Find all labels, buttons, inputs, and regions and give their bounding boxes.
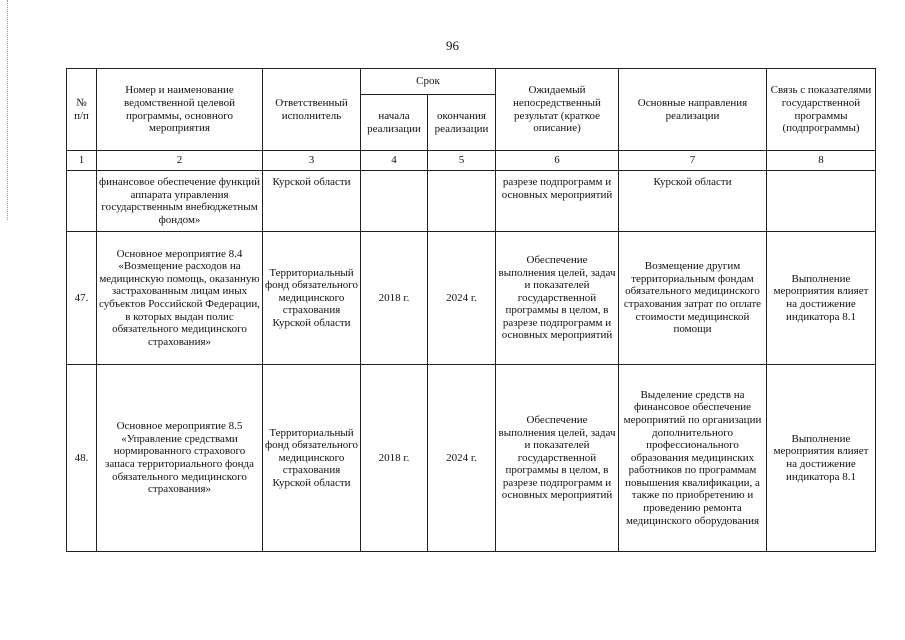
column-numbers-row	[67, 151, 876, 171]
column-number: 6	[496, 151, 619, 171]
row-end: 2024 г.	[428, 365, 496, 552]
row-name: финансовое обеспечение функций аппарата управления государственным внебюджетным фондом»	[97, 171, 263, 232]
row-responsible: Территориальный фонд обязательного медицинского страхования Курской области	[263, 365, 361, 552]
column-number: 1	[67, 151, 97, 171]
header-col-term: Срок	[361, 69, 496, 95]
table-row	[67, 365, 876, 552]
row-start: 2018 г.	[361, 365, 428, 552]
row-num: 48.	[67, 365, 97, 552]
row-link: Выполнение мероприятия влияет на достижение индикатора 8.1	[767, 365, 876, 552]
row-directions: Выделение средств на финансовое обеспечение мероприятий по организации дополнительного профессионального образования медицинских работников по программам повышения квалификации, а также по приобретению и проведению ремонта медицинского оборудования	[619, 365, 767, 552]
row-name: Основное мероприятие 8.5 «Управление средствами нормированного страхового запаса территориального фонда обязательного медицинского страхования»	[97, 365, 263, 552]
row-result: Обеспечение выполнения целей, задач и показателей государственной программы в целом, в разрезе подпрограмм и основных мероприятий	[496, 365, 619, 552]
row-start: 2018 г.	[361, 232, 428, 365]
row-link: Выполнение мероприятия влияет на достижение индикатора 8.1	[767, 232, 876, 365]
table-row	[67, 232, 876, 365]
row-link	[767, 171, 876, 232]
header-col-directions: Основные направления реализации	[619, 69, 767, 151]
column-number: 7	[619, 151, 767, 171]
row-end	[428, 171, 496, 232]
row-end: 2024 г.	[428, 232, 496, 365]
row-start	[361, 171, 428, 232]
header-col-link: Связь с показателями государственной программы (подпрограммы)	[767, 69, 876, 151]
header-col-name: Номер и наименование ведомственной целевой программы, основного мероприятия	[97, 69, 263, 151]
header-col-num: № п/п	[67, 69, 97, 151]
header-col-start: начала реализации	[361, 95, 428, 151]
header-col-responsible: Ответственный исполнитель	[263, 69, 361, 151]
row-name: Основное мероприятие 8.4 «Возмещение расходов на медицинскую помощь, оказанную застрахованным лицам иных субъектов Российской Федерации, в которых выдан полис обязательного медицинского страхования»	[97, 232, 263, 365]
row-result: Обеспечение выполнения целей, задач и показателей государственной программы в целом, в разрезе подпрограмм и основных мероприятий	[496, 232, 619, 365]
scan-margin-line	[7, 0, 8, 220]
header-col-result: Ожидаемый непосредственный результат (краткое описание)	[496, 69, 619, 151]
column-number: 5	[428, 151, 496, 171]
header-row-1	[67, 69, 876, 95]
row-directions: Курской области	[619, 171, 767, 232]
program-table	[66, 68, 876, 552]
row-num: 47.	[67, 232, 97, 365]
row-responsible: Курской области	[263, 171, 361, 232]
column-number: 8	[767, 151, 876, 171]
page-number: 96	[446, 38, 459, 53]
row-num	[67, 171, 97, 232]
row-result: разрезе подпрограмм и основных мероприятий	[496, 171, 619, 232]
column-number: 4	[361, 151, 428, 171]
column-number: 2	[97, 151, 263, 171]
table-row	[67, 171, 876, 232]
column-number: 3	[263, 151, 361, 171]
header-col-end: окончания реализации	[428, 95, 496, 151]
row-directions: Возмещение другим территориальным фондам обязательного медицинского страхования затрат по оплате стоимости медицинской помощи	[619, 232, 767, 365]
row-responsible: Территориальный фонд обязательного медицинского страхования Курской области	[263, 232, 361, 365]
